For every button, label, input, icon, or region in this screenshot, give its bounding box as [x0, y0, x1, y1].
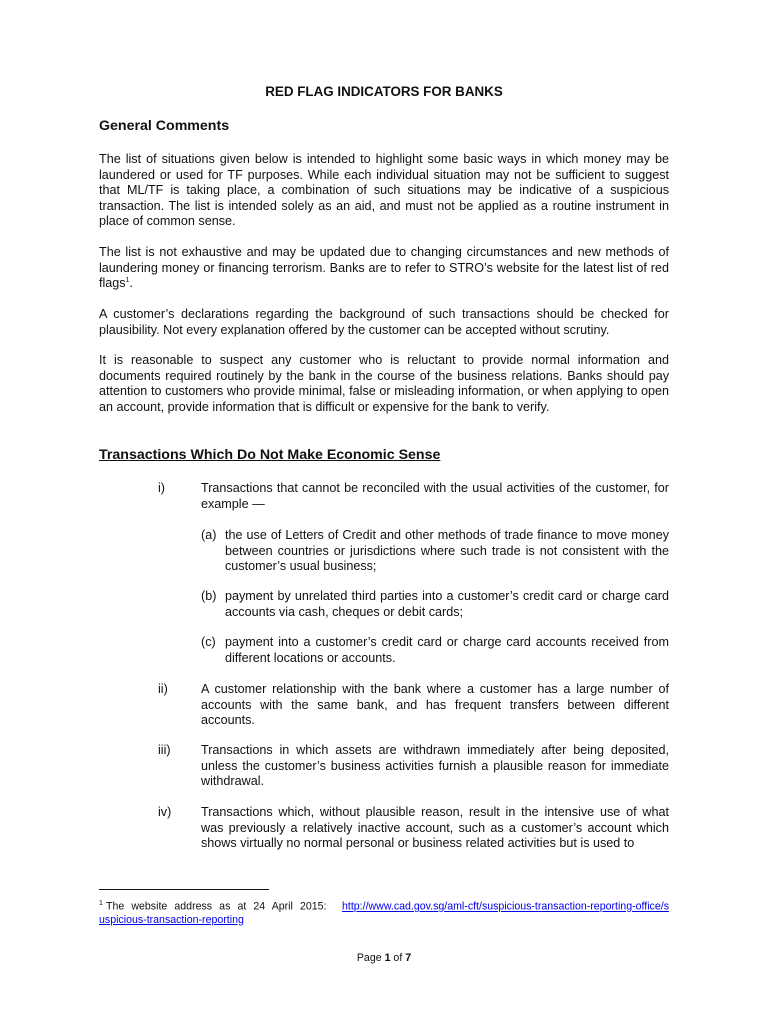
footer-total-pages: 7 [405, 952, 412, 964]
footnote [99, 897, 669, 927]
paragraph-not-exhaustive-text: The list is not exhaustive and may be updated due to changing circumstances and new methods of laundering money or financing terrorism. Banks are to refer to STRO’s website for the latest list of red flags [99, 245, 669, 291]
sub-list-item-text: payment into a customer’s credit card or charge card accounts received from different locations or accounts. [225, 635, 669, 665]
paragraph-not-exhaustive [99, 245, 669, 292]
list-item-text: Transactions which, without plausible reason, result in the intensive use of what was previously a relatively inactive account, such as a customer’s account which shows virtually no normal personal or business related activities but is used to [201, 805, 669, 851]
footer-of-label: of [393, 952, 403, 964]
list-item-text: A customer relationship with the bank where a customer has a large number of accounts with the same bank, and has frequent transfers between different accounts. [201, 682, 669, 728]
footnote-text [99, 897, 669, 927]
paragraph-intro: The list of situations given below is intended to highlight some basic ways in which money may be laundered or used for TF purposes. While each individual situation may not be sufficient to suggest that ML/TF is taking place, a combination of such situations may be indicative of a suspicious transaction. The list is intended solely as an aid, and must not be applied as a routine instrument in place of common sense. [99, 152, 669, 229]
transactions-heading: Transactions Which Do Not Make Economic Sense [99, 447, 441, 463]
sub-list-item-letter: (b) [201, 589, 217, 603]
document-title: RED FLAG INDICATORS FOR BANKS [265, 84, 503, 99]
list-item-number: iii) [158, 743, 171, 757]
paragraph-reasonable-suspicion: It is reasonable to suspect any customer who is reluctant to provide normal information and documents required routinely by the bank in the course of the business relations. Banks should pay attention to customers who provide minimal, false or misleading information, or when applying to open an account, provide information that is difficult or expensive for the bank to verify. [99, 353, 669, 414]
list-item-text: Transactions that cannot be reconciled with the usual activities of the customer, for example — [201, 481, 669, 511]
footnote-separator [99, 889, 269, 890]
sub-list-item-text: the use of Letters of Credit and other methods of trade finance to move money between countries or jurisdictions where such trade is not consistent with the customer’s usual business; [225, 528, 669, 574]
footer-page-label: Page [356, 952, 382, 964]
page-footer [0, 951, 768, 967]
general-comments-heading: General Comments [99, 118, 230, 134]
footnote-marker: 1 [99, 900, 103, 907]
list-item-text: Transactions in which assets are withdrawn immediately after being deposited, unless the customer’s business activities furnish a plausible reason for immediate withdrawal. [201, 743, 669, 789]
footnote-label: The website address as at 24 April 2015: [106, 900, 327, 913]
sub-list-item-letter: (a) [201, 528, 217, 542]
list-item-number: ii) [158, 682, 168, 696]
footnote-link[interactable]: http://www.cad.gov.sg/aml-cft/suspicious-transaction-reporting-office/suspicious-transaction-reporting [99, 900, 669, 926]
paragraph-declarations: A customer’s declarations regarding the background of such transactions should be checked for plausibility. Not every explanation offered by the customer can be accepted without scrutiny. [99, 307, 669, 337]
list-item-number: i) [158, 481, 165, 495]
sub-list-item-text: payment by unrelated third parties into a customer’s credit card or charge card accounts via cash, cheques or debit cards; [225, 589, 669, 619]
paragraph-not-exhaustive-end: . [129, 276, 134, 291]
footnote-reference[interactable]: 1 [125, 277, 130, 284]
sub-list-item-letter: (c) [201, 635, 216, 649]
list-item-number: iv) [158, 805, 172, 819]
footer-current-page: 1 [384, 952, 391, 964]
